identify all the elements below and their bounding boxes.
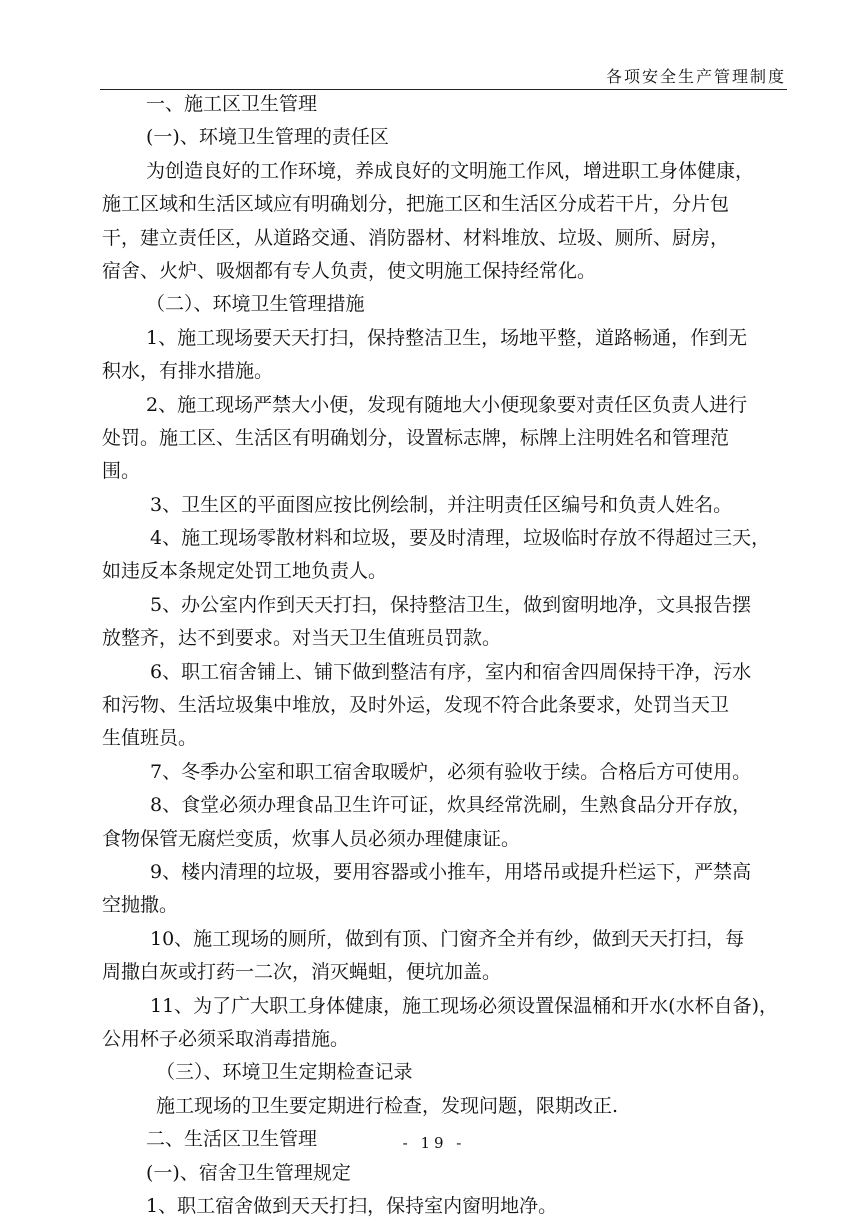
list-item-line: 1、职工宿舍做到天天打扫，保持室内窗明地净。	[146, 1194, 558, 1217]
running-header-title: 各项安全生产管理制度	[605, 67, 786, 86]
page-number: - 19 -	[402, 1134, 466, 1152]
list-item-line: 6、职工宿舍铺上、铺下做到整洁有序，室内和宿舍四周保持干净，污水	[150, 660, 752, 683]
list-item-line: 3、卫生区的平面图应按比例绘制，并注明责任区编号和负责人姓名。	[150, 493, 733, 516]
list-item-line: 处罚。施工区、生活区有明确划分，设置标志牌，标牌上注明姓名和管理范	[102, 426, 730, 449]
list-item-line: 食物保管无腐烂变质，炊事人员必须办理健康证。	[102, 827, 521, 850]
subsection-heading: （三）、环境卫生定期检查记录	[156, 1061, 413, 1084]
list-item-line: 和污物、生活垃圾集中堆放，及时外运，发现不符合此条要求，处罚当天卫	[102, 694, 730, 717]
list-item-line: 2、施工现场严禁大小便，发现有随地大小便现象要对责任区负责人进行	[146, 393, 748, 416]
document-body	[102, 88, 786, 1223]
paragraph-line: 宿舍、火炉、吸烟都有专人负责，使文明施工保持经常化。	[102, 259, 597, 282]
list-item-line: 围。	[102, 460, 141, 483]
list-item-line: 积水，有排水措施。	[102, 360, 274, 383]
list-item-line: 1、施工现场要天天打扫，保持整洁卫生，场地平整，道路畅通，作到无	[146, 326, 748, 349]
paragraph-line: 干，建立责任区，从道路交通、消防器材、材料堆放、垃圾、厕所、厨房，	[102, 226, 730, 249]
list-item-line: 4、施工现场零散材料和垃圾，要及时清理，垃圾临时存放不得超过三天，	[150, 527, 771, 550]
subsection-heading: (一)、环境卫生管理的责任区	[146, 126, 389, 149]
paragraph-line: 施工现场的卫生要定期进行检查，发现问题，限期改正.	[156, 1094, 619, 1117]
list-item-line: 5、办公室内作到天天打扫，保持整洁卫生，做到窗明地净，文具报告摆	[150, 593, 752, 616]
list-item-line: 生值班员。	[102, 727, 198, 750]
list-item-line: 8、食堂必须办理食品卫生许可证，炊具经常洗刷，生熟食品分开存放，	[150, 794, 752, 817]
list-item-line: 周撒白灰或打药一二次，消灭蝇蛆，便坑加盖。	[102, 961, 502, 984]
list-item-line: 放整齐，达不到要求。对当天卫生值班员罚款。	[102, 627, 502, 650]
list-item-line: 10、施工现场的厕所，做到有顶、门窗齐全并有纱，做到天天打扫，每	[150, 927, 745, 950]
list-item-line: 11、为了广大职工身体健康，施工现场必须设置保温桶和开水(水杯自备)，	[150, 994, 779, 1017]
list-item-line: 如违反本条规定处罚工地负责人。	[102, 560, 388, 583]
paragraph-line: 为创造良好的工作环境，养成良好的文明施工作风，增进职工身体健康，	[146, 159, 755, 182]
list-item-line: 空抛撒。	[102, 894, 179, 917]
subsection-heading: (一)、宿舍卫生管理规定	[146, 1161, 351, 1184]
list-item-line: 9、楼内清理的垃圾，要用容器或小推车，用塔吊或提升栏运下，严禁高	[150, 860, 752, 883]
list-item-line: 7、冬季办公室和职工宿舍取暖炉，必须有验收于续。合格后方可使用。	[150, 760, 752, 783]
paragraph-line: 施工区域和生活区域应有明确划分，把施工区和生活区分成若干片，分片包	[102, 193, 730, 216]
section-heading: 一、施工区卫生管理	[146, 93, 318, 115]
list-item-line: 公用杯子必须采取消毒措施。	[102, 1027, 350, 1050]
subsection-heading: （二）、环境卫生管理措施	[146, 293, 365, 316]
section-heading: 二、生活区卫生管理	[146, 1128, 318, 1151]
